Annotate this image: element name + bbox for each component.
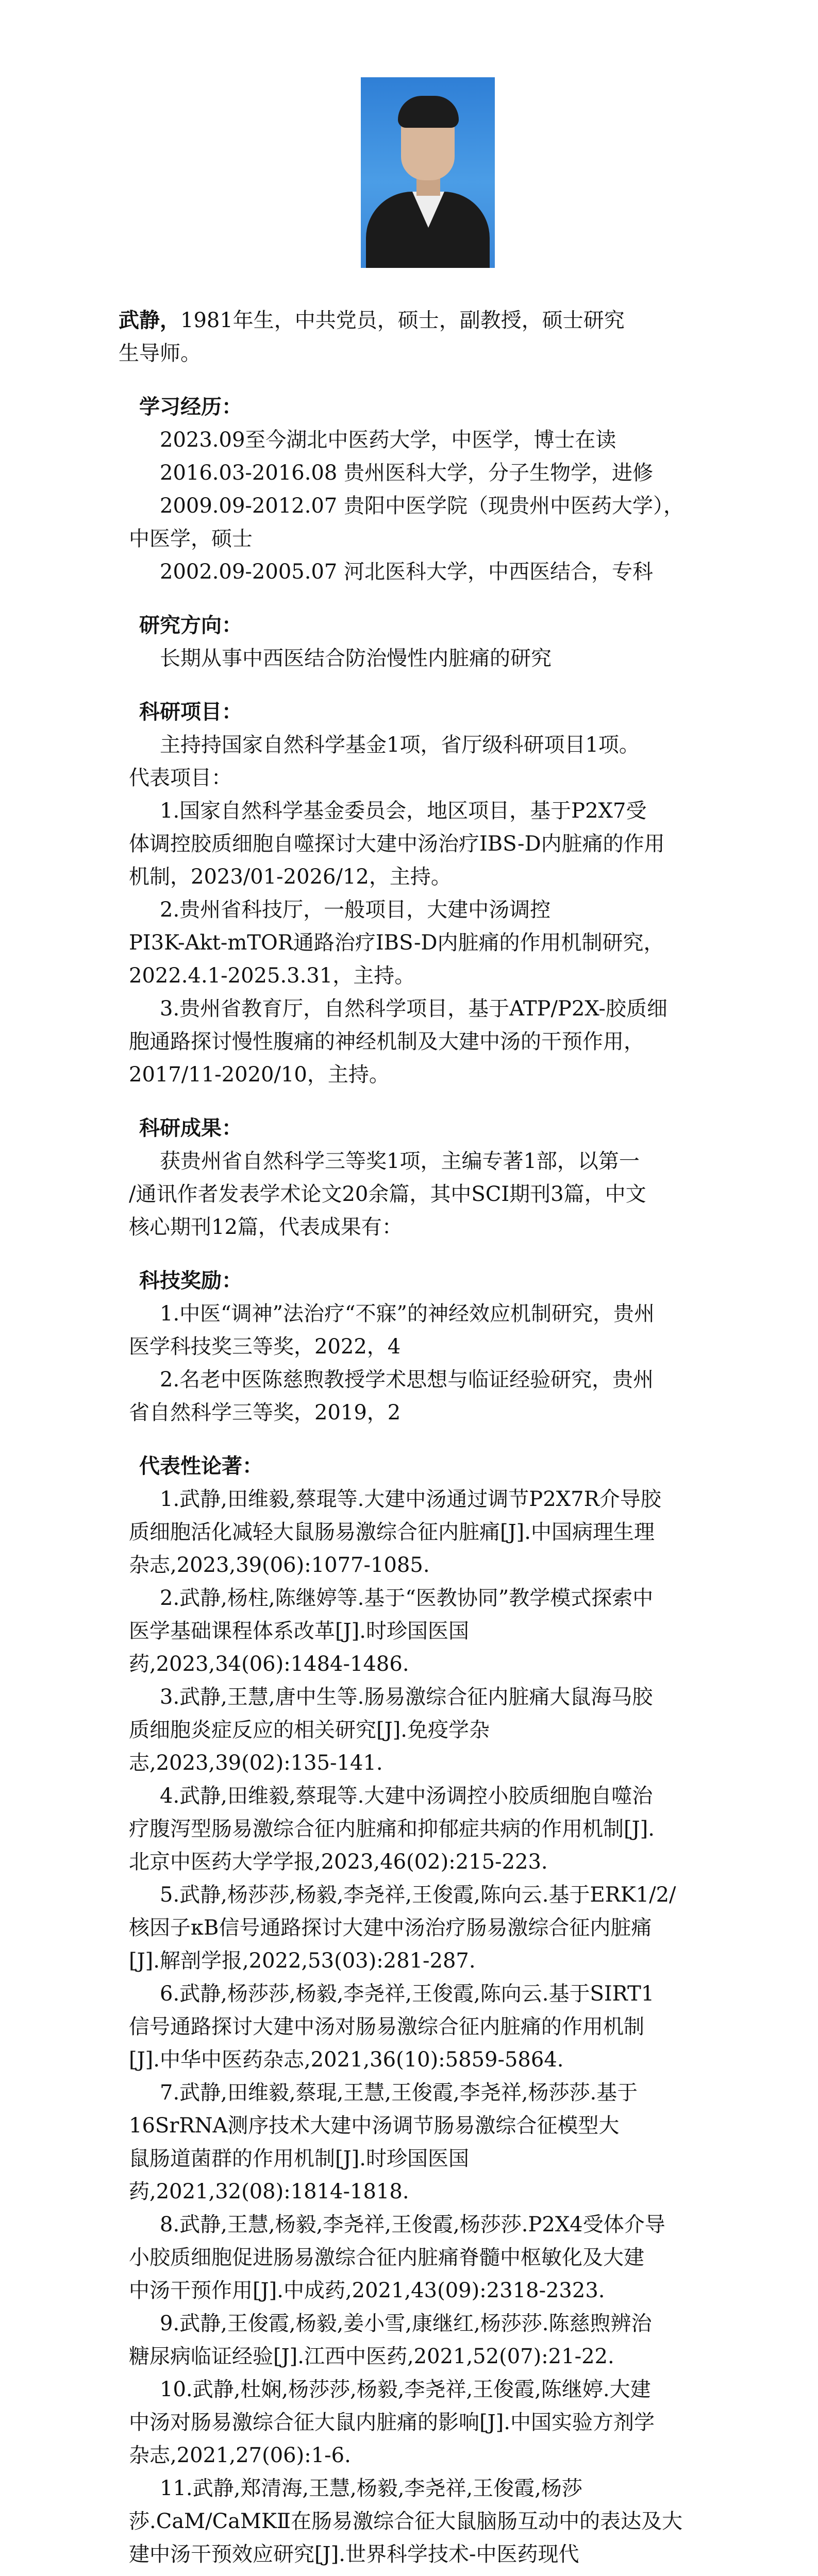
papers-line: 中汤干预作用[J].中成药,2021,43(09):2318-2323. — [129, 2279, 605, 2302]
research-line: 长期从事中西医结合防治慢性内脏痛的研究 — [160, 647, 552, 670]
papers-line: 5.武静,杨莎莎,杨毅,李尧祥,王俊霞,陈向云.基于ERK1/2/ — [160, 1883, 676, 1907]
projects-line: 代表项目： — [129, 766, 232, 790]
papers-line: 7.武静,田维毅,蔡琨,王慧,王俊霞,李尧祥,杨莎莎.基于 — [160, 2081, 638, 2105]
bio-text: 1981年生，中共党员，硕士，副教授，硕士研究 — [180, 309, 625, 332]
projects-line: 2.贵州省科技厅，一般项目，大建中汤调控 — [160, 898, 551, 922]
achievements-line: /通讯作者发表学术论文20余篇，其中SCI期刊3篇，中文 — [129, 1182, 646, 1206]
papers-line: 11.武静,郑清海,王慧,杨毅,李尧祥,王俊霞,杨莎 — [160, 2477, 582, 2500]
papers-line: 疗腹泻型肠易激综合征内脏痛和抑郁症共病的作用机制[J]. — [129, 1817, 655, 1841]
projects-line: 机制，2023/01-2026/12，主持。 — [129, 865, 452, 889]
papers-title: 代表性论著： — [139, 1454, 263, 1478]
papers-line: 莎.CaM/CaMKⅡ在肠易激综合征大鼠脑肠互动中的表达及大 — [129, 2510, 683, 2533]
papers-line: 3.武静,王慧,唐中生等.肠易激综合征内脏痛大鼠海马胶 — [160, 1685, 653, 1709]
achievements-line: 获贵州省自然科学三等奖1项，主编专著1部，以第一 — [160, 1149, 640, 1173]
profile-content — [0, 304, 818, 2576]
papers-line: 北京中医药大学学报,2023,46(02):215-223. — [129, 1850, 548, 1874]
papers-line: 8.武静,王慧,杨毅,李尧祥,王俊霞,杨莎莎.P2X4受体介导 — [160, 2213, 665, 2236]
awards-line: 省自然科学三等奖，2019，2 — [129, 1401, 401, 1425]
education-title: 学习经历： — [139, 395, 242, 419]
papers-line: 糖尿病临证经验[J].江西中医药,2021,52(07):21-22. — [129, 2345, 614, 2368]
awards-line: 1.中医“调神”法治疗“不寐”的神经效应机制研究，贵州 — [160, 1302, 655, 1326]
projects-title: 科研项目： — [139, 700, 242, 724]
projects-line: 主持持国家自然科学基金1项，省厅级科研项目1项。 — [160, 733, 640, 757]
awards-title: 科技奖励： — [139, 1268, 242, 1293]
projects-line: PI3K-Akt-mTOR通路治疗IBS-D内脏痛的作用机制研究， — [129, 931, 664, 955]
papers-line: 1.武静,田维毅,蔡琨等.大建中汤通过调节P2X7R介导胶 — [160, 1487, 661, 1511]
education-line: 2023.09至今湖北中医药大学，中医学，博士在读 — [160, 428, 616, 452]
papers-line: 2.武静,杨柱,陈继婷等.基于“医教协同”教学模式探索中 — [160, 1586, 654, 1610]
research-list — [0, 642, 818, 675]
education-line: 2002.09-2005.07 河北医科大学，中西医结合，专科 — [160, 560, 654, 584]
papers-line: 6.武静,杨莎莎,杨毅,李尧祥,王俊霞,陈向云.基于SIRT1 — [160, 1982, 655, 2006]
education-line: 2016.03-2016.08 贵州医科大学，分子生物学，进修 — [160, 461, 654, 485]
projects-line: 体调控胶质细胞自噬探讨大建中汤治疗IBS-D内脏痛的作用 — [129, 832, 665, 856]
papers-line: 9.武静,王俊霞,杨毅,姜小雪,康继红,杨莎莎.陈慈煦辨治 — [160, 2312, 652, 2335]
papers-line: 药,2023,34(06):1484-1486. — [129, 1652, 409, 1676]
papers-line: 核因子κB信号通路探讨大建中汤治疗肠易激综合征内脏痛 — [129, 1916, 652, 1940]
papers-line: 16SrRNA测序技术大建中汤调节肠易激综合征模型大 — [129, 2114, 620, 2138]
photo-hair — [398, 96, 459, 128]
projects-list — [0, 728, 818, 1091]
papers-line: 医学基础课程体系改革[J].时珍国医国 — [129, 1619, 469, 1643]
papers-line: 杂志,2021,27(06):1-6. — [129, 2444, 351, 2467]
papers-line: 中汤对肠易激综合征大鼠内脏痛的影响[J].中国实验方剂学 — [129, 2411, 655, 2434]
awards-list — [0, 1297, 818, 1429]
profile-photo — [361, 77, 495, 268]
papers-line: 鼠肠道菌群的作用机制[J].时珍国医国 — [129, 2147, 469, 2171]
research-title: 研究方向： — [139, 613, 242, 637]
achievements-line: 核心期刊12篇，代表成果有： — [129, 1215, 403, 1239]
papers-line: 杂志,2023,39(06):1077-1085. — [129, 1553, 430, 1577]
projects-line: 3.贵州省教育厅，自然科学项目，基于ATP/P2X-胶质细 — [160, 997, 667, 1021]
papers-line: 志,2023,39(02):135-141. — [129, 1751, 383, 1775]
projects-line: 胞通路探讨慢性腹痛的神经机制及大建中汤的干预作用， — [129, 1030, 644, 1054]
education-list — [0, 423, 818, 588]
papers-line: 质细胞炎症反应的相关研究[J].免疫学杂 — [129, 1718, 490, 1742]
papers-line: 药,2021,32(08):1814-1818. — [129, 2180, 409, 2204]
education-line: 2009.09-2012.07 贵阳中医学院（现贵州中医药大学）， — [160, 494, 685, 518]
projects-line: 2017/11-2020/10，主持。 — [129, 1063, 390, 1087]
papers-line: 4.武静,田维毅,蔡琨等.大建中汤调控小胶质细胞自噬治 — [160, 1784, 653, 1808]
bio-line-2: 生导师。 — [119, 342, 201, 365]
projects-line: 2022.4.1-2025.3.31，主持。 — [129, 964, 415, 988]
bio-line — [0, 304, 818, 337]
papers-line: 10.武静,杜娴,杨莎莎,杨毅,李尧祥,王俊霞,陈继婷.大建 — [160, 2378, 651, 2401]
person-name: 武静， — [119, 308, 180, 332]
projects-line: 1.国家自然科学基金委员会，地区项目，基于P2X7受 — [160, 799, 647, 823]
papers-line: 信号通路探讨大建中汤对肠易激综合征内脏痛的作用机制 — [129, 2015, 644, 2039]
papers-line: 小胶质细胞促进肠易激综合征内脏痛脊髓中枢敏化及大建 — [129, 2246, 644, 2269]
awards-line: 医学科技奖三等奖，2022，4 — [129, 1335, 401, 1359]
achievements-list — [0, 1145, 818, 1244]
education-line: 中医学，硕士 — [129, 527, 253, 551]
papers-list — [0, 1483, 818, 2576]
papers-line — [0, 2571, 818, 2576]
papers-line: [J].中华中医药杂志,2021,36(10):5859-5864. — [129, 2048, 564, 2072]
papers-line: 质细胞活化减轻大鼠肠易激综合征内脏痛[J].中国病理生理 — [129, 1520, 655, 1544]
papers-line: [J].解剖学报,2022,53(03):281-287. — [129, 1949, 476, 1973]
awards-line: 2.名老中医陈慈煦教授学术思想与临证经验研究，贵州 — [160, 1368, 654, 1392]
achievements-title: 科研成果： — [139, 1116, 242, 1140]
papers-line: 建中汤干预效应研究[J].世界科学技术-中医药现代 — [129, 2543, 579, 2566]
